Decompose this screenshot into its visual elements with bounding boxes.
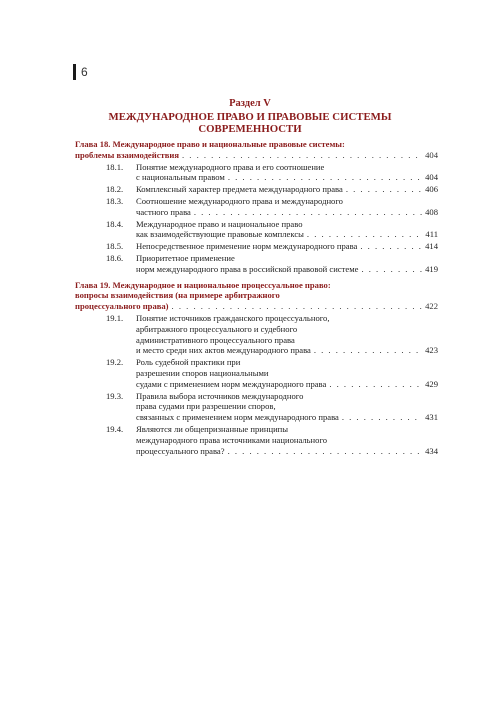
page-ref: 411 xyxy=(425,229,438,240)
entry-title-line: Международное право и национальное право xyxy=(136,218,303,229)
entry-title-line: Приоритетное применение xyxy=(136,252,235,263)
dot-leader xyxy=(182,150,422,161)
entry-title-line: Комплексный характер предмета международного права xyxy=(136,184,343,195)
entry-title-line: судами с применением норм международного права xyxy=(136,378,327,389)
entry-number: 19.1. xyxy=(106,312,124,323)
dot-leader xyxy=(329,379,422,390)
entry-title-line: процессуального права? xyxy=(136,445,225,456)
entry-title-line: Роль судебной практики при xyxy=(136,357,241,368)
section-heading xyxy=(60,98,440,136)
page-ref: 406 xyxy=(425,184,438,195)
entry-title-line: разрешении споров национальными xyxy=(136,367,269,378)
dot-leader xyxy=(228,446,423,457)
entry-title-line: и место среди них актов международного права xyxy=(136,345,311,356)
entry-title-line: права судами при разрешении споров, xyxy=(136,401,276,412)
toc-entry[interactable] xyxy=(75,184,438,195)
section-title-line: МЕЖДУНАРОДНОЕ ПРАВО И ПРАВОВЫЕ СИСТЕМЫ xyxy=(108,110,392,123)
toc-entry[interactable] xyxy=(75,253,438,275)
entry-number: 19.4. xyxy=(106,423,124,434)
entry-title-line: арбитражного процессуального и судебного xyxy=(136,323,298,334)
toc-entry[interactable] xyxy=(75,219,438,241)
toc-entry[interactable] xyxy=(75,424,438,456)
entry-title-line: частного права xyxy=(136,206,191,217)
entry-number: 19.3. xyxy=(106,390,124,401)
dot-leader xyxy=(307,229,423,240)
page-marker-bar xyxy=(73,64,76,80)
dot-leader xyxy=(361,264,422,275)
entry-title-line: с национальным правом xyxy=(136,172,225,183)
page-ref: 423 xyxy=(425,345,438,356)
chapter-title-line: вопросы взаимодействия (на примере арбитражного xyxy=(75,290,280,301)
entry-title-line: Понятие источников гражданского процессуального, xyxy=(136,312,330,323)
chapter-title-line: процессуального права) xyxy=(75,301,169,312)
dot-leader xyxy=(360,241,422,252)
chapter-title-line: Глава 18. Международное право и национальные правовые системы: xyxy=(75,139,345,149)
entry-title-line: Правила выбора источников международного xyxy=(136,390,304,401)
page-ref: 419 xyxy=(425,263,438,274)
entry-number: 18.5. xyxy=(106,241,124,252)
entry-title-line: связанных с применением норм международного права xyxy=(136,412,339,423)
chapter-title-line: проблемы взаимодействия xyxy=(75,149,179,160)
page-ref: 404 xyxy=(425,149,438,160)
entry-number: 18.1. xyxy=(106,161,124,172)
entry-title-line: как взаимодействующие правовые комплексы xyxy=(136,229,304,240)
toc-entry[interactable] xyxy=(75,357,438,389)
page-number-text: 6 xyxy=(81,65,88,79)
dot-leader xyxy=(342,412,422,423)
entry-title-line: административного процессуального права xyxy=(136,334,295,345)
toc-entry[interactable] xyxy=(75,196,438,218)
entry-number: 18.3. xyxy=(106,195,124,206)
dot-leader xyxy=(228,172,422,183)
toc-entry[interactable] xyxy=(75,391,438,423)
entry-number: 18.2. xyxy=(106,184,124,195)
table-of-contents xyxy=(75,137,438,456)
entry-title-line: Являются ли общепризнанные принципы xyxy=(136,423,289,434)
section-label: Раздел V xyxy=(229,98,271,109)
entry-number: 18.6. xyxy=(106,252,124,263)
page-ref: 414 xyxy=(425,241,438,252)
chapter-title-line: Глава 19. Международное и национальное процессуальное право: xyxy=(75,279,331,290)
entry-title-line: международного права источниками национального xyxy=(136,434,328,445)
page-ref: 404 xyxy=(425,172,438,183)
toc-entry[interactable] xyxy=(75,162,438,184)
page-ref: 431 xyxy=(425,412,438,423)
entry-title-line: Соотношение международного права и международного xyxy=(136,195,343,206)
entry-title-line: Непосредственное применение норм международного права xyxy=(136,241,358,252)
chapter-heading[interactable] xyxy=(75,280,438,312)
toc-entry[interactable] xyxy=(75,313,438,356)
entry-title-line: Понятие международного права и его соотношение xyxy=(136,161,325,172)
dot-leader xyxy=(194,207,422,218)
toc-entry[interactable] xyxy=(75,241,438,252)
page-ref: 408 xyxy=(425,206,438,217)
dot-leader xyxy=(314,345,422,356)
dot-leader xyxy=(172,301,423,312)
page-ref: 434 xyxy=(425,445,438,456)
entry-title-line: норм международного права в российской правовой системе xyxy=(136,263,359,274)
entry-number: 18.4. xyxy=(106,218,124,229)
chapter-heading[interactable] xyxy=(75,139,438,161)
dot-leader xyxy=(346,184,422,195)
page-ref: 422 xyxy=(425,301,438,312)
section-title-line: СОВРЕМЕННОСТИ xyxy=(198,123,302,135)
entry-number: 19.2. xyxy=(106,357,124,368)
page-ref: 429 xyxy=(425,378,438,389)
page-number xyxy=(73,64,88,80)
